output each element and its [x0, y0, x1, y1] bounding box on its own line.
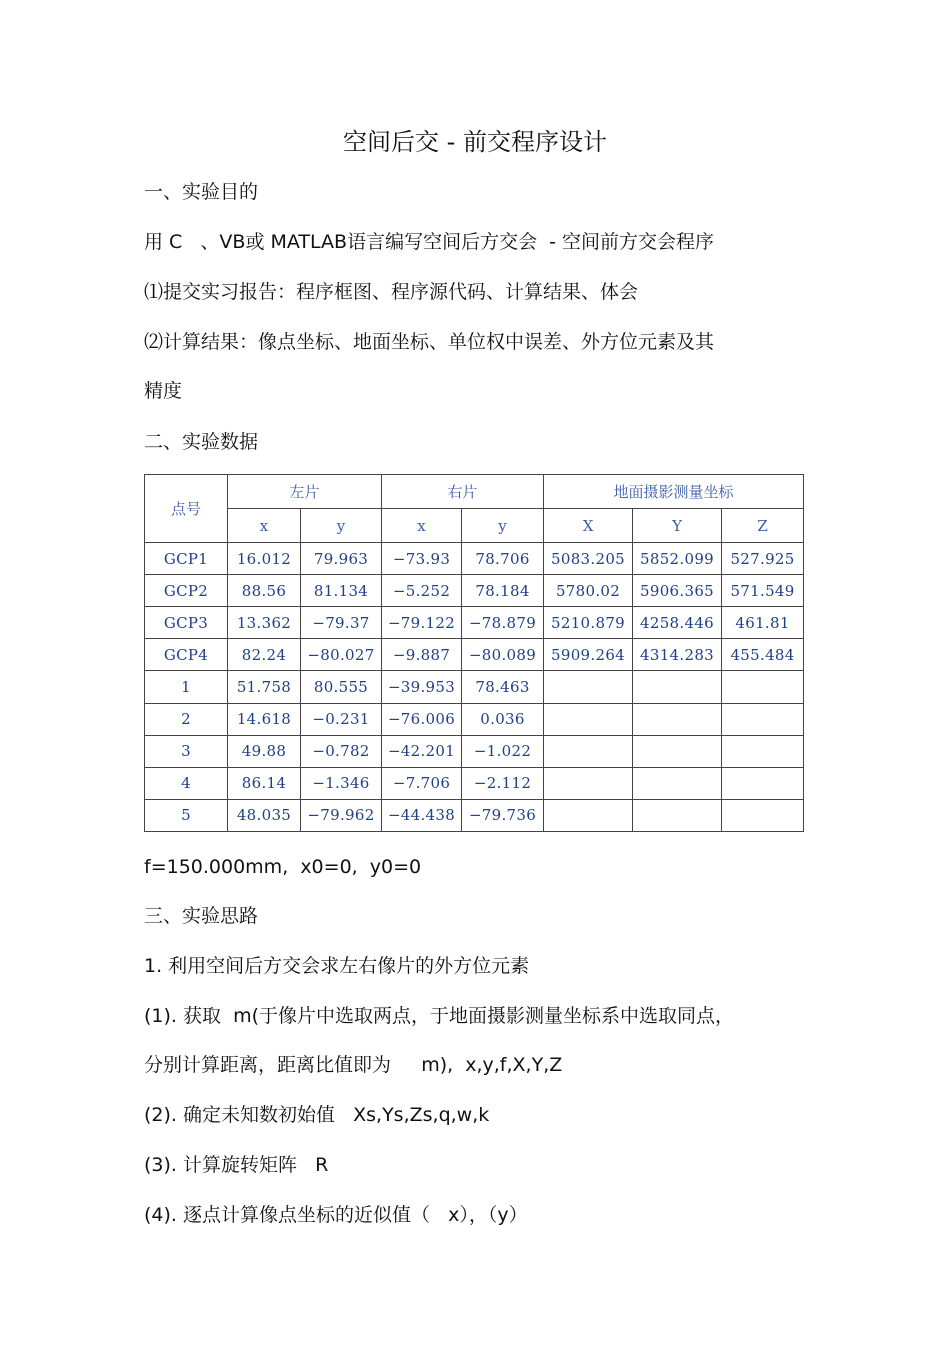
- section3-line-6: (4). 逐点计算像点坐标的近似值（ x），（y）: [144, 1204, 528, 1226]
- table-cell: [633, 799, 722, 831]
- table-cell: 14.618: [228, 703, 301, 735]
- table-cell: −79.37: [301, 607, 382, 639]
- table-cell: −2.112: [462, 767, 544, 799]
- table-cell: −80.027: [301, 639, 382, 671]
- table-cell: −9.887: [382, 639, 462, 671]
- table-cell: 78.184: [462, 575, 544, 607]
- subheader: Y: [633, 509, 722, 543]
- table-cell: 571.549: [722, 575, 804, 607]
- table-cell: [544, 671, 633, 703]
- table-cell: 0.036: [462, 703, 544, 735]
- table-cell: −39.953: [382, 671, 462, 703]
- table-cell: −79.122: [382, 607, 462, 639]
- table-row: [145, 575, 804, 607]
- table-cell: 78.463: [462, 671, 544, 703]
- table-cell: 82.24: [228, 639, 301, 671]
- table-cell: [722, 799, 804, 831]
- table-cell: −73.93: [382, 543, 462, 575]
- table-cell: [544, 735, 633, 767]
- point-id-cell: 1: [145, 671, 228, 703]
- table-row: [145, 799, 804, 831]
- section1-heading: 一、实验目的: [144, 181, 259, 203]
- section3-line-3: 分别计算距离，距离比值即为 m), x,y,f,X,Y,Z: [144, 1054, 563, 1076]
- section1-line-1: 用 C 、VB或 MATLAB语言编写空间后方交会 - 空间前方交会程序: [144, 231, 715, 253]
- table-cell: 4314.283: [633, 639, 722, 671]
- table-cell: −44.438: [382, 799, 462, 831]
- subheader: y: [462, 509, 544, 543]
- header-right-photo: 右片: [382, 475, 544, 509]
- table-row: [145, 703, 804, 735]
- table-cell: 4258.446: [633, 607, 722, 639]
- point-id-cell: 3: [145, 735, 228, 767]
- data-table: [144, 474, 804, 832]
- subheader: x: [382, 509, 462, 543]
- point-id-cell: 5: [145, 799, 228, 831]
- table-cell: −78.879: [462, 607, 544, 639]
- table-cell: [633, 671, 722, 703]
- section2-heading: 二、实验数据: [144, 431, 259, 453]
- table-cell: [544, 799, 633, 831]
- subheader: y: [301, 509, 382, 543]
- table-cell: 48.035: [228, 799, 301, 831]
- table-cell: 461.81: [722, 607, 804, 639]
- section1-line-3: ⑵计算结果：像点坐标、地面坐标、单位权中误差、外方位元素及其: [144, 331, 715, 353]
- table-cell: 5083.205: [544, 543, 633, 575]
- subheader: X: [544, 509, 633, 543]
- table-cell: [633, 735, 722, 767]
- table-cell: −42.201: [382, 735, 462, 767]
- section3-heading: 三、实验思路: [144, 905, 259, 927]
- subheader: Z: [722, 509, 804, 543]
- table-cell: [722, 671, 804, 703]
- section3-line-4: (2). 确定未知数初始值 Xs,Ys,Zs,q,w,k: [144, 1104, 490, 1126]
- table-cell: 51.758: [228, 671, 301, 703]
- table-cell: −0.231: [301, 703, 382, 735]
- table-cell: 527.925: [722, 543, 804, 575]
- table-cell: 5852.099: [633, 543, 722, 575]
- table-row: [145, 671, 804, 703]
- table-cell: −7.706: [382, 767, 462, 799]
- table-cell: 49.88: [228, 735, 301, 767]
- table-row: [145, 767, 804, 799]
- table-cell: 81.134: [301, 575, 382, 607]
- table-cell: 79.963: [301, 543, 382, 575]
- point-id-cell: GCP1: [145, 543, 228, 575]
- table-cell: 78.706: [462, 543, 544, 575]
- point-id-cell: GCP4: [145, 639, 228, 671]
- point-id-cell: GCP2: [145, 575, 228, 607]
- table-cell: 16.012: [228, 543, 301, 575]
- table-cell: [722, 767, 804, 799]
- table-cell: 5780.02: [544, 575, 633, 607]
- header-ground-coords: 地面摄影测量坐标: [544, 475, 804, 509]
- table-body: [145, 543, 804, 832]
- point-id-cell: 2: [145, 703, 228, 735]
- table-cell: 5909.264: [544, 639, 633, 671]
- section1-line-2: ⑴提交实习报告：程序框图、程序源代码、计算结果、体会: [144, 281, 639, 303]
- table-row: [145, 607, 804, 639]
- table-cell: 86.14: [228, 767, 301, 799]
- table-cell: −0.782: [301, 735, 382, 767]
- table-cell: [722, 735, 804, 767]
- table-cell: [633, 767, 722, 799]
- parameters-line: f=150.000mm, x0=0, y0=0: [144, 856, 422, 878]
- table-row: [145, 543, 804, 575]
- section3-line-1: 1. 利用空间后方交会求左右像片的外方位元素: [144, 955, 530, 977]
- section3-line-5: (3). 计算旋转矩阵 R: [144, 1154, 329, 1176]
- page-title: 空间后交 - 前交程序设计: [343, 128, 607, 156]
- table-cell: −79.962: [301, 799, 382, 831]
- point-id-cell: 4: [145, 767, 228, 799]
- table-cell: [633, 703, 722, 735]
- table-row: [145, 639, 804, 671]
- table-cell: [722, 703, 804, 735]
- table-cell: −1.346: [301, 767, 382, 799]
- table-cell: 455.484: [722, 639, 804, 671]
- table-cell: 13.362: [228, 607, 301, 639]
- table-cell: −79.736: [462, 799, 544, 831]
- header-left-photo: 左片: [228, 475, 382, 509]
- table-cell: 88.56: [228, 575, 301, 607]
- header-point: 点号: [145, 475, 228, 543]
- table-cell: 5906.365: [633, 575, 722, 607]
- table-cell: −5.252: [382, 575, 462, 607]
- point-id-cell: GCP3: [145, 607, 228, 639]
- section1-line-4: 精度: [144, 380, 183, 402]
- subheader: x: [228, 509, 301, 543]
- table-cell: [544, 767, 633, 799]
- table-cell: 80.555: [301, 671, 382, 703]
- table-cell: 5210.879: [544, 607, 633, 639]
- table-cell: −1.022: [462, 735, 544, 767]
- table-row: [145, 735, 804, 767]
- table-cell: −76.006: [382, 703, 462, 735]
- table-cell: [544, 703, 633, 735]
- table-cell: −80.089: [462, 639, 544, 671]
- section3-line-2: (1). 获取 m(于像片中选取两点，于地面摄影测量坐标系中选取同点，: [144, 1005, 734, 1027]
